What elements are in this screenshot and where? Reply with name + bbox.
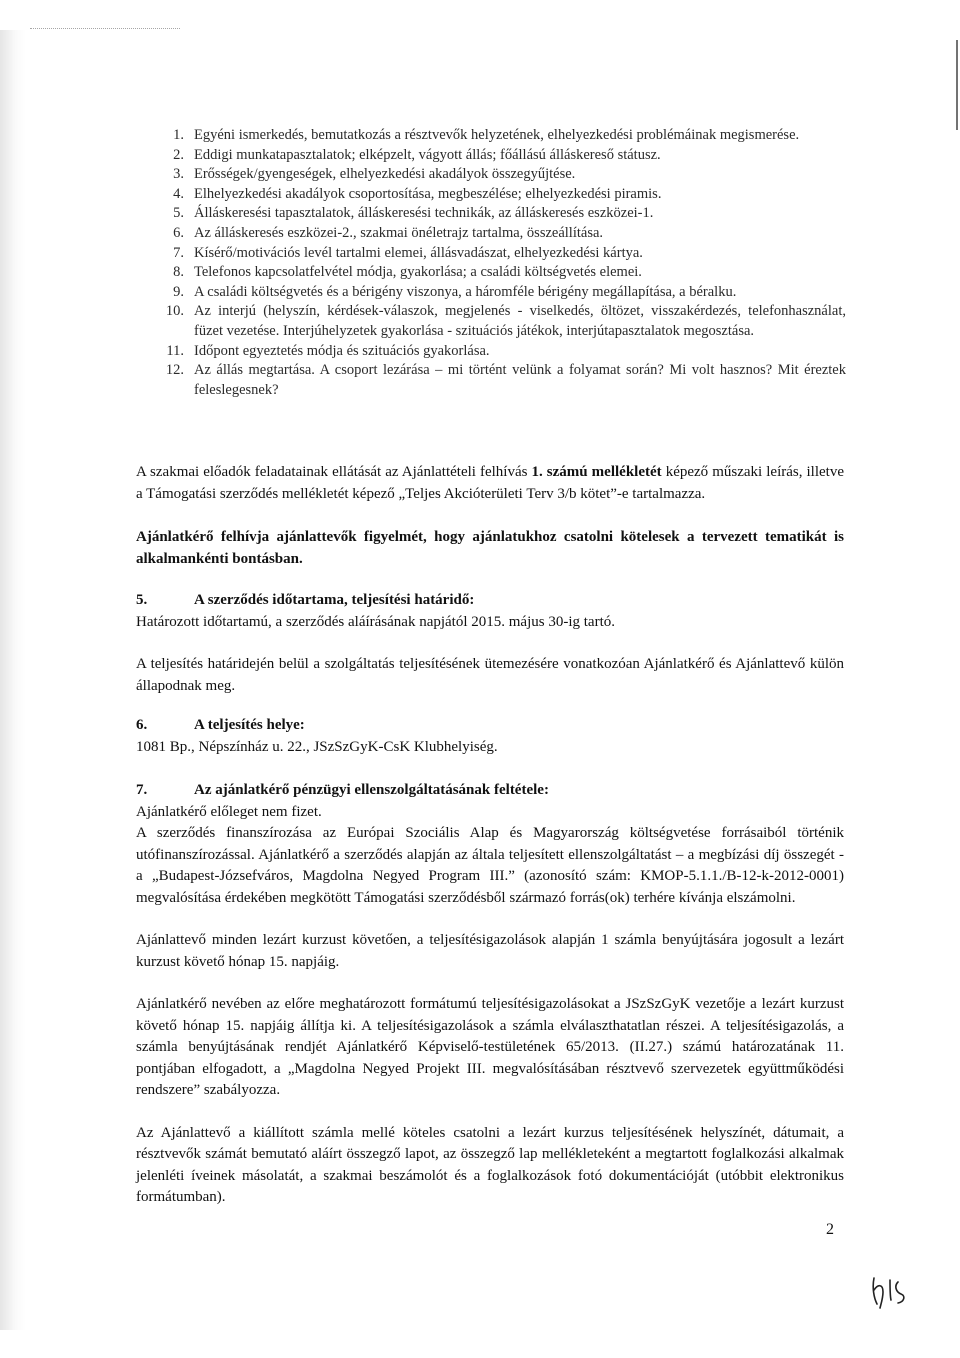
section-6: 6. A teljesítés helye: 1081 Bp., Népszínház u. 22., JSzSzGyK-CsK Klubhelyiség.: [136, 715, 844, 758]
list-item: 5. Álláskeresési tapasztalatok, álláskeresési technikák, az álláskeresés eszközei-1.: [173, 205, 654, 222]
list-item: 9. A családi költségvetés és a bérigény viszonya, a háromféle bérigény megállapítása, a béralku.: [173, 283, 737, 300]
list-item: 6. Az álláskeresés eszközei-2., szakmai önéletrajz tartalma, összeállítása.: [173, 224, 604, 241]
section-5-heading: 5. A szerződés időtartama, teljesítési határidő:: [136, 592, 475, 608]
page-number: 2: [826, 1221, 834, 1238]
experts-paragraph: A szakmai előadók feladatainak ellátását az Ajánlattételi felhívás 1. számú mellékletét képező műszaki leírás, illetve a Támogatási szerződés mellékletét képező „Teljes Akcióterületi Terv 3/b kötet”-e tartalmazza.: [136, 464, 845, 502]
list-item: 11. Időpont egyeztetés módja és szituációs gyakorlása.: [166, 342, 490, 359]
section-5: 5. A szerződés időtartama, teljesítési határidő: Határozott időtartamú, a szerződés aláírásának napjától 2015. május 30-ig tartó. A teljesítés határidején belül a szolgáltatás teljesítésének ütemezésére vonatkozóan Ajánlatkérő és Ajánlattevő külön állapodnak meg.: [136, 592, 844, 694]
scan-right-edge-mark: [956, 40, 958, 130]
topic-list: [136, 126, 846, 400]
list-item: 7. Kísérő/motivációs levél tartalmi elemei, állásvadászat, elhelyezkedési kártya.: [173, 244, 643, 261]
list-item: 10. Az interjú (helyszín, kérdések-válaszok, megjelenés - viselkedés, öltözet, visszakérdezés, telefonhasználat, füzet vezetése. Interjúhelyzetek gyakorlása - szituációs játékok, interjútapasztalatok megosztása.: [165, 303, 846, 339]
list-item: 12. Az állás megtartása. A csoport lezárása – mi történt velünk a folyamat során? Mi volt hasznos? Mit éreztek feleslegesnek?: [165, 362, 846, 398]
emphasis-paragraph: Ajánlatkérő felhívja ajánlattevők figyelmét, hogy ajánlatukhoz csatolni kötelesek a tervezett tematikát is alkalmankénti bontásban.: [136, 529, 844, 567]
list-item: 1. Egyéni ismerkedés, bemutatkozás a résztvevők helyzetének, elhelyezkedési problémáinak megismerése.: [173, 127, 800, 143]
list-item: 8. Telefonos kapcsolatfelvétel módja, gyakorlása; a családi költségvetés elemei.: [173, 264, 642, 281]
section-7: 7. Az ajánlatkérő pénzügyi ellenszolgáltatásának feltétele: Ajánlatkérő előleget nem fizet. A szerződés finanszírozása az Európai Szociális Alap és Magyarország költségvetése forrásaiból történik utófinanszírozással. Ajánlatkérő a szerződés alapján az általa teljesített ellenszolgáltatást – a megbízási díj összegét - a „Budapest-Józsefváros, Magdolna Negyed Program III.” (azonosító szám: KMOP-5.1.1./B-12-k-2012-0001) megvalósítása érdekében megkötött Támogatási szerződésből származó forrás(ok) terhére kívánja elszámolni. Ajánlattevő minden lezárt kurzust követően, a teljesítésigazolások alapján 1 számla benyújtására jogosult a lezárt kurzust követő hónap 15. napjáig. Ajánlatkérő nevében az előre meghatározott formátumú teljesítésigazolásokat a JSzSzGyK vezetője a lezárt kurzust követő hónap 15. napjáig állítja ki. A teljesítésigazolások a számla elválaszthatatlan részei. A teljesítésigazolás, a számla benyújtásának rendjét Ajánlatkérő Képviselő-testületének 65/2013. (II.27.) számú határozatának 11. pontjában elfogadott, a „Magdolna Negyed Projekt III. megvalósításában résztvevő szervezetek együttműködési rendszere” szabályozza. Az Ajánlattevő a kiállított számla mellé köteles csatolni a lezárt kurzus teljesítésének helyszínét, dátumait, a résztvevők számát bemutató aláírt összegző lapot, az összegző lap mellékleteként a megtartott foglalkozási alkalmak jelenléti íveinek másolatát, a szakmai beszámolót és a foglalkozások fotó dokumentációját (utóbbit elektronikus formátumban).: [136, 782, 844, 1205]
list-item: 3. Erősségek/gyengeségek, elhelyezkedési akadályok összegyűjtése.: [173, 166, 576, 183]
scan-edge-shadow: [0, 30, 26, 1330]
list-item: 4. Elhelyezkedési akadályok csoportosítása, megbeszélése; elhelyezkedési piramis.: [173, 185, 662, 202]
scan-top-dots: [30, 28, 180, 31]
section-7-heading: 7. Az ajánlatkérő pénzügyi ellenszolgáltatásának feltétele:: [136, 782, 549, 798]
list-item: 2. Eddigi munkatapasztalatok; elképzelt, vágyott állás; főállású álláskereső státusz.: [173, 146, 661, 163]
initials-signature: [868, 1270, 918, 1310]
section-6-heading: 6. A teljesítés helye:: [136, 717, 305, 733]
